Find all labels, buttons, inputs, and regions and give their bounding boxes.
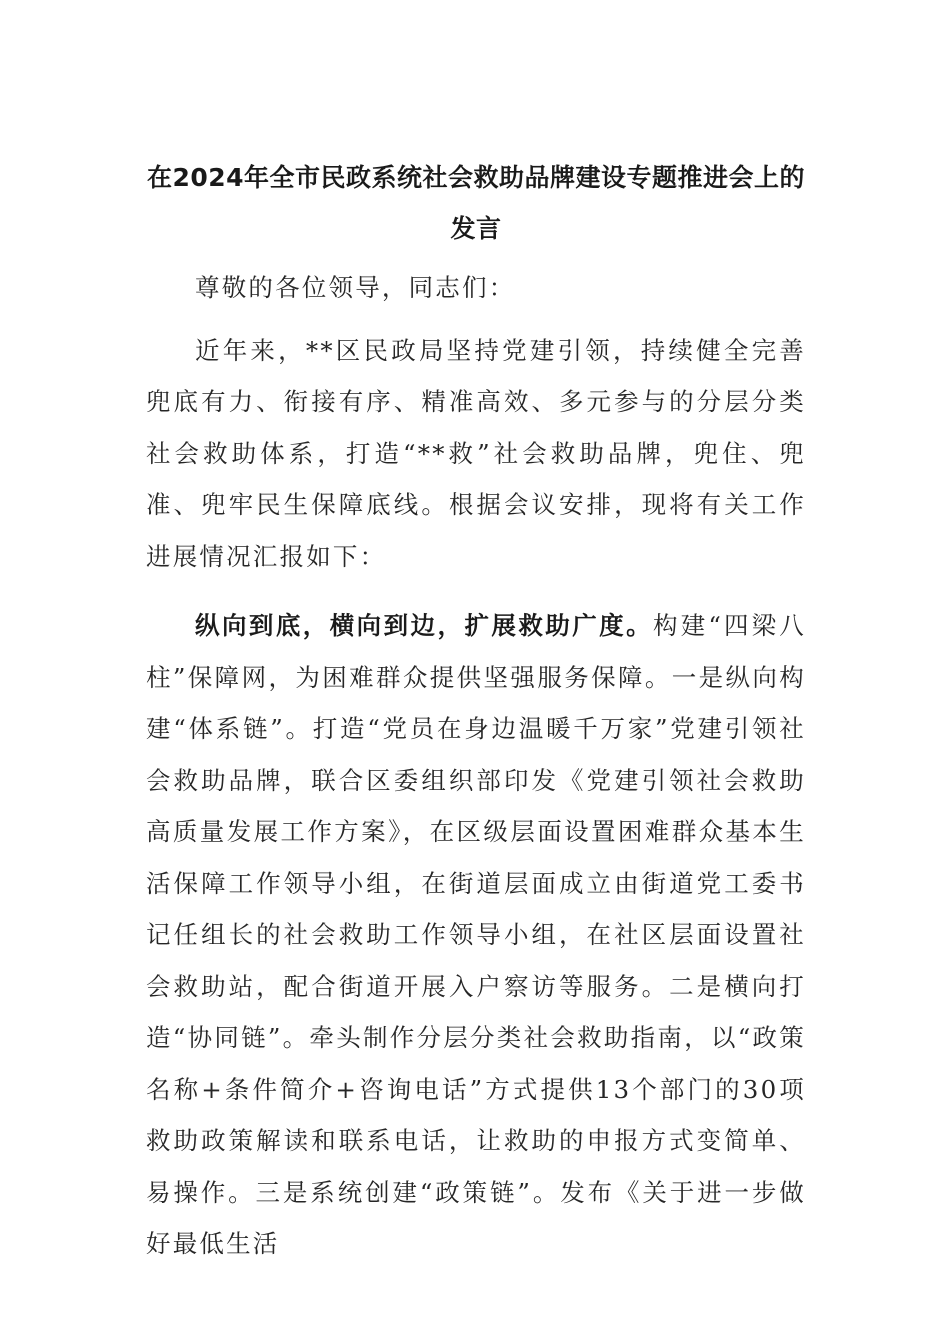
- greeting-paragraph: 尊敬的各位领导，同志们：: [195, 273, 516, 302]
- section-heading: 纵向到底，横向到边，扩展救助广度。: [195, 611, 654, 640]
- title-line-2: 发言: [450, 214, 502, 243]
- document-title: [146, 152, 806, 254]
- section-text: 构建“四梁八柱”保障网，为困难群众提供坚强服务保障。一是纵向构建“体系链”。打造“党员在身边温暖千万家”党建引领社会救助品牌，联合区委组织部印发《党建引领社会救助高质量发展工作方案》，在区级层面设置困难群众基本生活保障工作领导小组，在街道层面成立由街道党工委书记任组长的社会救助工作领导小组，在社区层面设置社会救助站，配合街道开展入户察访等服务。二是横向打造“协同链”。牵头制作分层分类社会救助指南，以“政策名称+条件简介+咨询电话”方式提供13个部门的30项救助政策解读和联系电话，让救助的申报方式变简单、易操作。三是系统创建“政策链”。发布《关于进一步做好最低生活: [146, 611, 806, 1258]
- document-body: [146, 262, 806, 1270]
- title-line-1: 在2024年全市民政系统社会救助品牌建设专题推进会上的: [146, 163, 806, 192]
- intro-paragraph: 近年来，**区民政局坚持党建引领，持续健全完善兜底有力、衔接有序、精准高效、多元参与的分层分类社会救助体系，打造“**救”社会救助品牌，兜住、兜准、兜牢民生保障底线。根据会议安排，现将有关工作进展情况汇报如下：: [146, 335, 806, 571]
- section-paragraph: [146, 600, 806, 1270]
